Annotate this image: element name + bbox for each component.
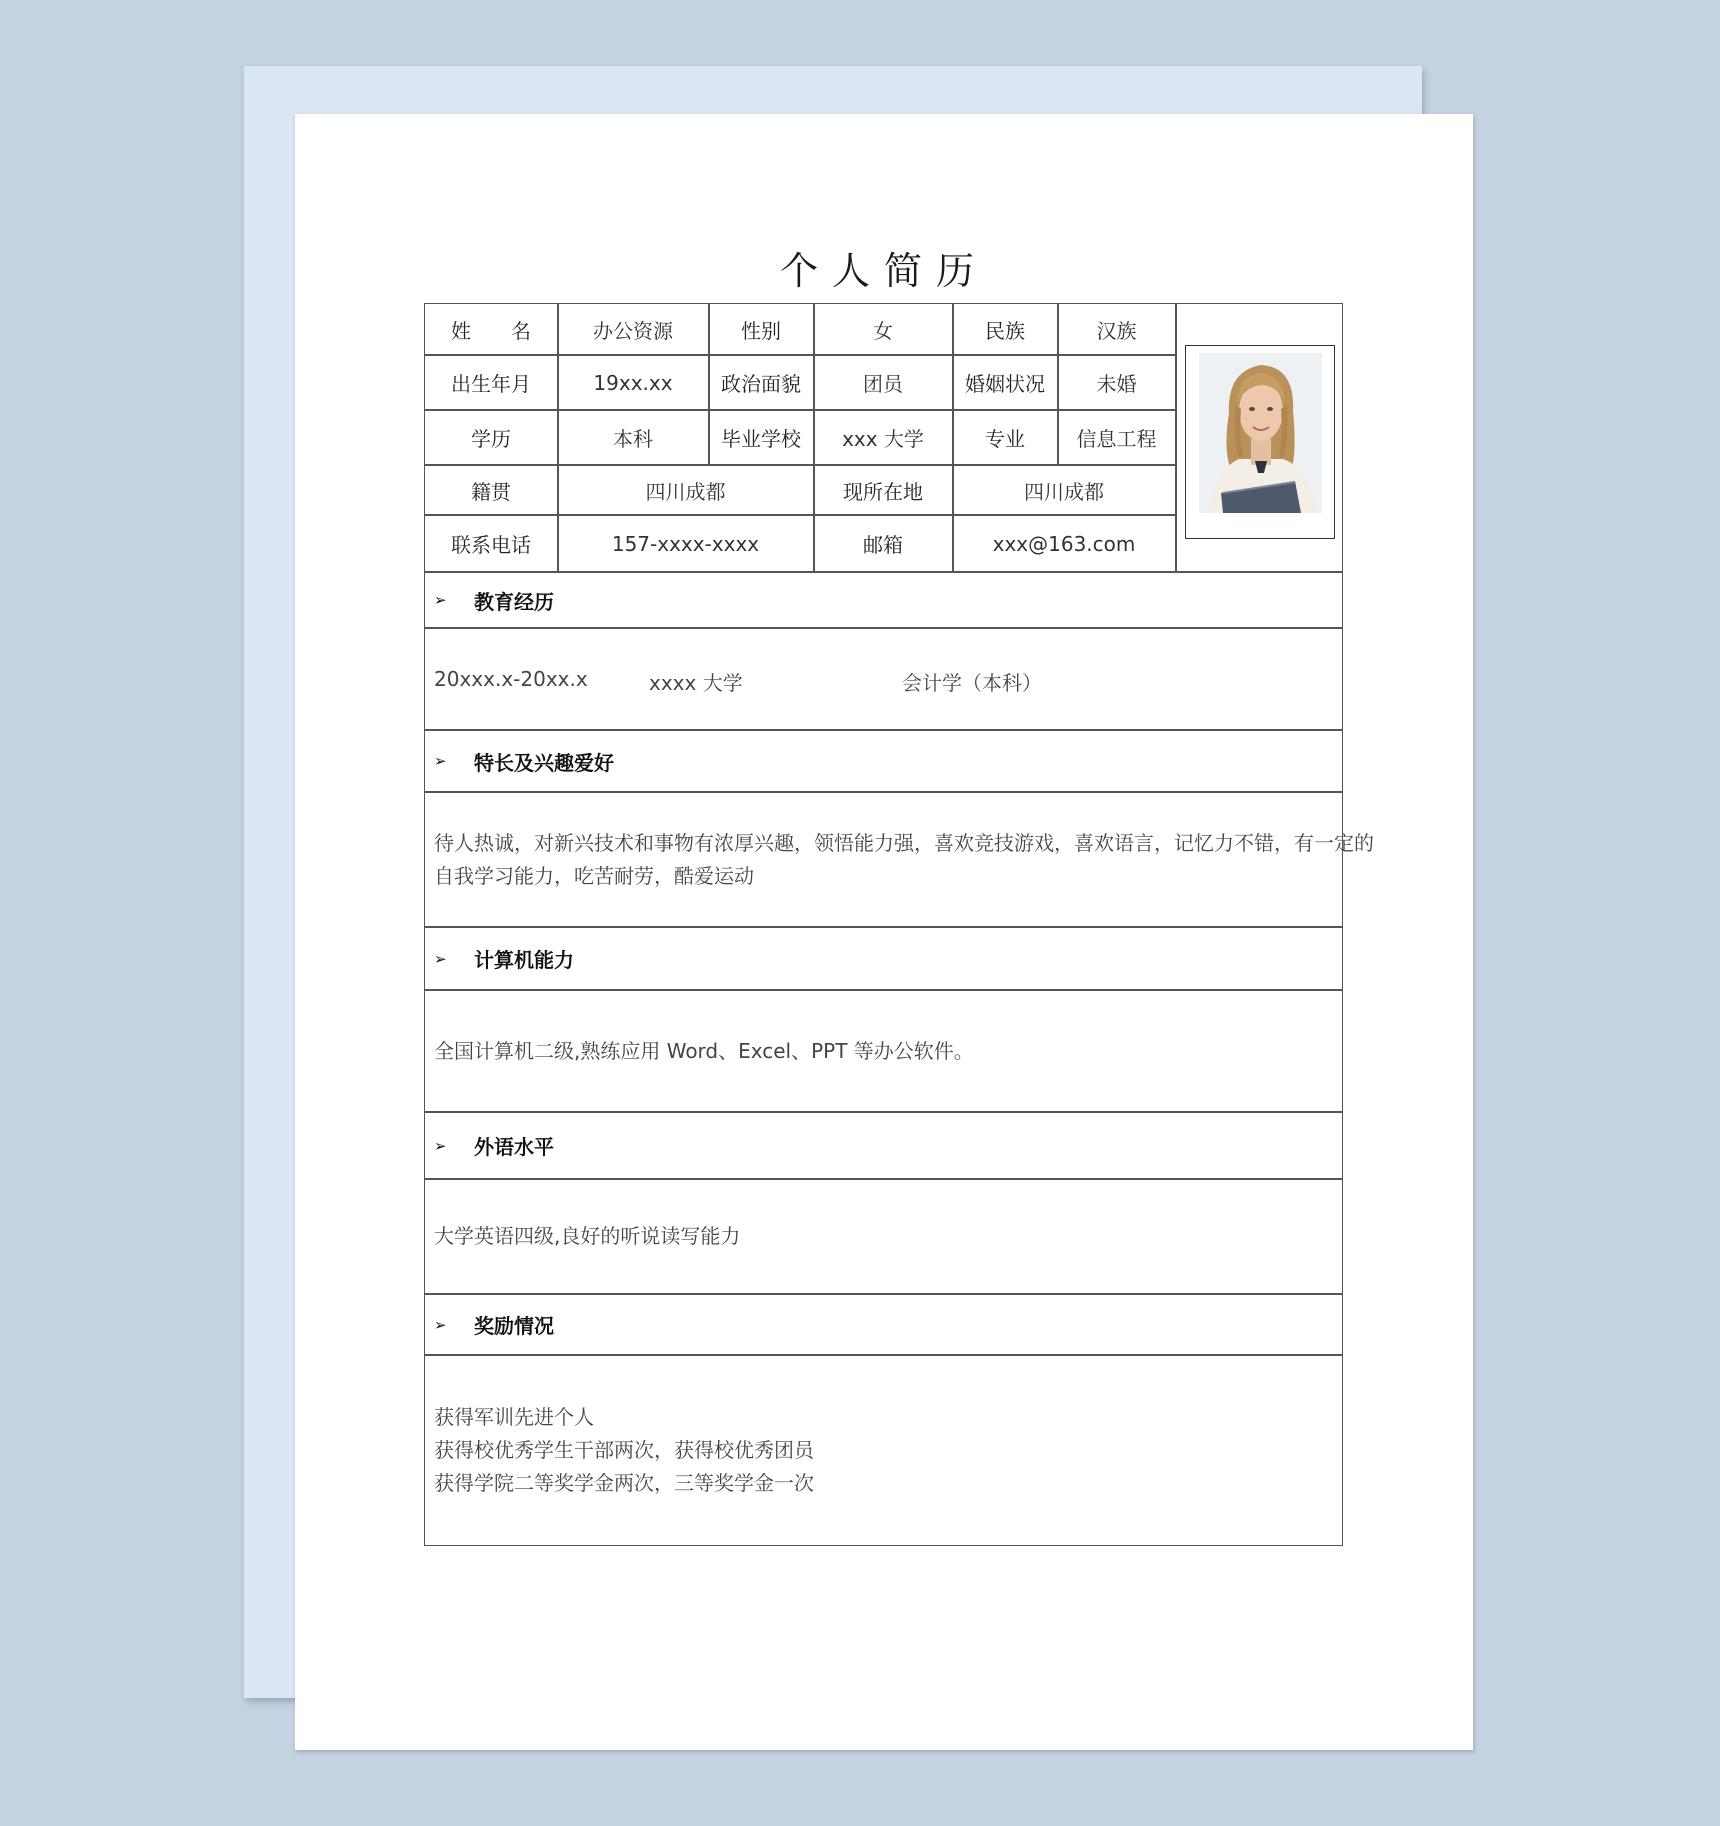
ethnicity-label: 民族 [985, 318, 1025, 343]
location-label: 现所在地 [843, 479, 923, 504]
education-school: xxxx 大学 [649, 671, 743, 695]
row-divider [424, 571, 1343, 573]
gender-value: 女 [873, 318, 893, 343]
section-heading-language [434, 1113, 554, 1178]
education-value: 本科 [613, 427, 653, 451]
arrowhead-icon: ➢ [434, 1136, 447, 1155]
section-heading-hobbies [434, 731, 614, 791]
arrowhead-icon: ➢ [434, 591, 447, 609]
phone-label: 联系电话 [451, 533, 531, 557]
section-heading-computer [434, 928, 574, 989]
politics-label: 政治面貌 [721, 372, 801, 396]
email-label: 邮箱 [863, 533, 903, 557]
column-divider [1175, 303, 1177, 571]
birth-label: 出生年月 [451, 372, 531, 396]
section-heading-label: 特长及兴趣爱好 [474, 750, 614, 775]
name-label: 姓 名 [451, 318, 531, 343]
award-line: 获得军训先进个人 [434, 1405, 594, 1429]
row-divider [424, 989, 1343, 991]
marital-value: 未婚 [1096, 372, 1137, 396]
section-heading-label: 教育经历 [474, 589, 554, 614]
language-text: 大学英语四级,良好的听说读写能力 [434, 1224, 741, 1248]
school-value: xxx 大学 [842, 427, 924, 451]
gender-label: 性别 [741, 318, 781, 343]
row-divider [424, 791, 1343, 793]
education-label: 学历 [471, 427, 511, 451]
section-heading-education [434, 573, 554, 627]
hobbies-text [434, 827, 1374, 893]
hobbies-line: 自我学习能力，吃苦耐劳，酷爱运动 [434, 864, 754, 888]
row-divider [424, 1178, 1343, 1180]
award-line: 获得学院二等奖学金两次，三等奖学金一次 [434, 1471, 814, 1495]
section-heading-awards [434, 1295, 554, 1354]
origin-value: 四川成都 [645, 479, 726, 504]
major-label: 专业 [985, 427, 1025, 451]
profile-photo [1199, 353, 1322, 513]
major-value: 信息工程 [1076, 427, 1157, 451]
section-heading-label: 计算机能力 [474, 948, 574, 972]
education-period: 20xxx.x-20xx.x [434, 667, 588, 691]
education-major: 会计学（本科） [902, 671, 1042, 695]
award-line: 获得校优秀学生干部两次，获得校优秀团员 [434, 1438, 814, 1462]
name-value: 办公资源 [593, 318, 673, 343]
origin-label: 籍贯 [471, 479, 511, 504]
row-divider [424, 1293, 1343, 1295]
awards-text [434, 1401, 814, 1500]
location-value: 四川成都 [1024, 479, 1104, 504]
arrowhead-icon: ➢ [434, 1315, 447, 1334]
arrowhead-icon: ➢ [434, 752, 447, 770]
computer-text: 全国计算机二级,熟练应用 Word、Excel、PPT 等办公软件。 [434, 1039, 974, 1063]
email-value: xxx@163.com [992, 531, 1136, 556]
ethnicity-value: 汉族 [1096, 318, 1137, 343]
arrowhead-icon: ➢ [434, 949, 447, 968]
resume-title: 个人简历 [779, 249, 988, 293]
politics-value: 团员 [863, 372, 903, 396]
row-divider [424, 1111, 1343, 1113]
phone-value: 157-xxxx-xxxx [611, 531, 760, 556]
hobbies-line: 待人热诚，对新兴技术和事物有浓厚兴趣，领悟能力强，喜欢竞技游戏，喜欢语言，记忆力不错，有一定的 [434, 831, 1374, 855]
row-divider [424, 627, 1343, 629]
marital-label: 婚姻状况 [965, 372, 1045, 396]
row-divider [424, 1354, 1343, 1356]
section-heading-label: 外语水平 [474, 1135, 554, 1159]
birth-value: 19xx.xx [593, 370, 673, 395]
section-heading-label: 奖励情况 [474, 1314, 554, 1338]
school-label: 毕业学校 [721, 427, 801, 451]
